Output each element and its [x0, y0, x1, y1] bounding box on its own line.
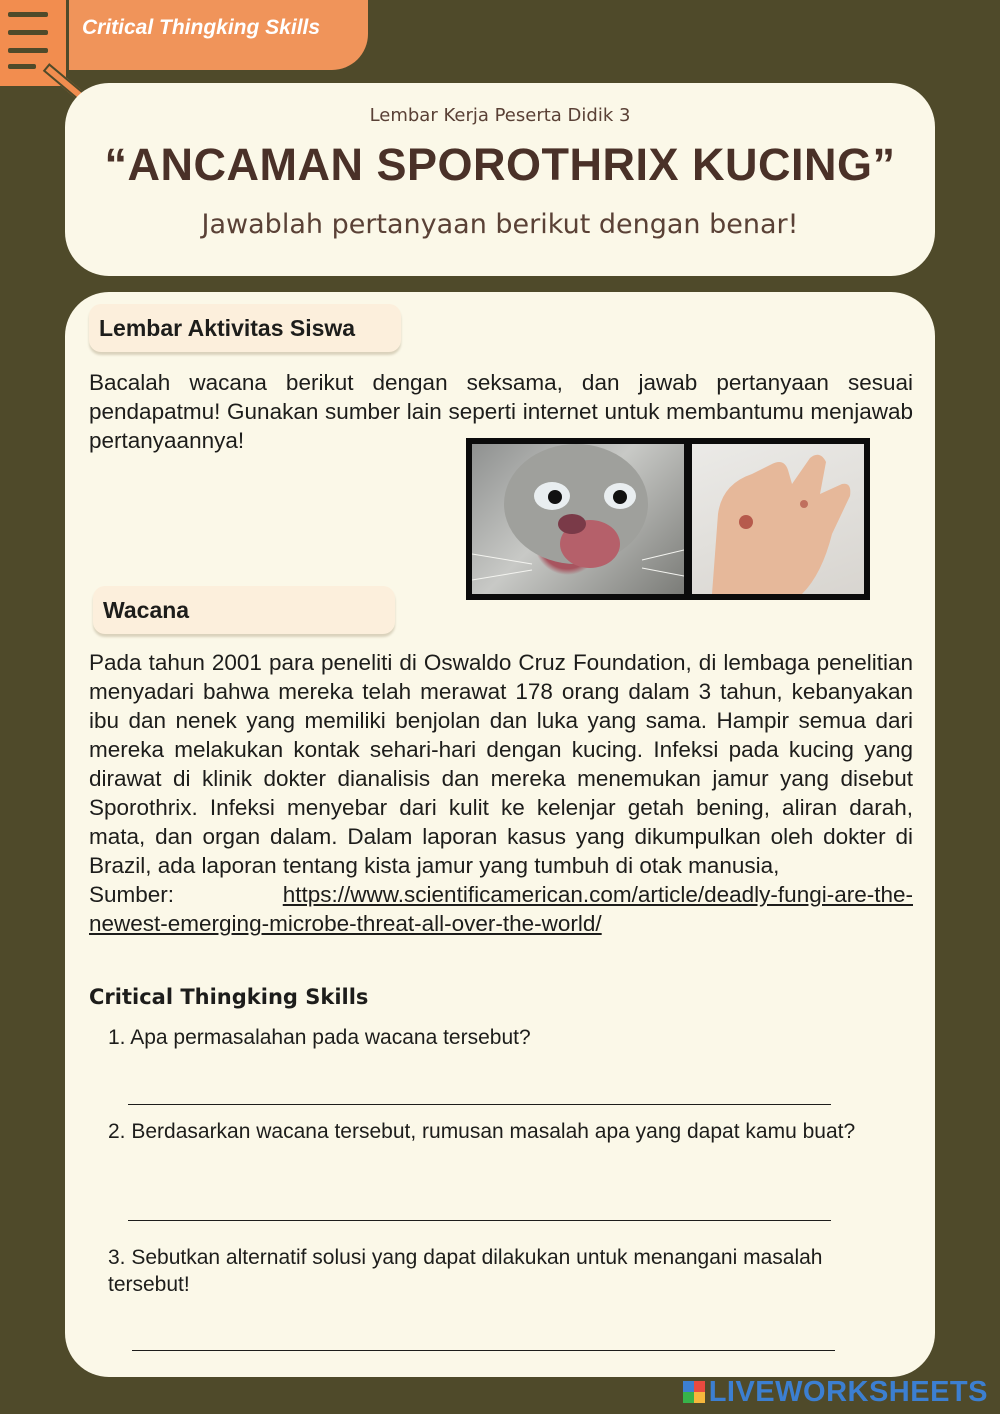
activity-heading-label: Lembar Aktivitas Siswa — [99, 315, 356, 341]
infected-hand-photo — [692, 444, 864, 594]
question-2: 2. Berdasarkan wacana tersebut, rumusan masalah apa yang dapat kamu buat? — [108, 1120, 856, 1143]
activity-heading — [89, 304, 401, 352]
worksheet-subtitle: Lembar Kerja Peserta Didik 3 — [369, 105, 631, 126]
answer-line-3[interactable] — [132, 1350, 835, 1351]
liveworksheets-watermark — [683, 1376, 988, 1409]
skills-heading: Critical Thingking Skills — [89, 985, 369, 1009]
reading-heading-label: Wacana — [103, 597, 190, 623]
infected-cat-photo — [472, 444, 684, 594]
question-3: 3. Sebutkan alternatif solusi yang dapat dilakukan untuk menangani masalah tersebut! — [108, 1246, 823, 1296]
content-card — [65, 292, 935, 1377]
source-link[interactable]: https://www.scientificamerican.com/article/deadly-fungi-are-the-newest-emerging-microbe-threat-all-over-the-world/ — [89, 882, 913, 936]
activity-instruction: Bacalah wacana berikut dengan seksama, dan jawab pertanyaan sesuai pendapatmu! Gunakan sumber lain seperti internet untuk membantumu menjawab pertanyaannya! — [89, 370, 913, 453]
liveworksheets-logo-icon — [683, 1381, 705, 1403]
sporothrix-image — [466, 438, 870, 600]
source-label: Sumber: — [89, 882, 175, 907]
question-1: 1. Apa permasalahan pada wacana tersebut? — [108, 1026, 531, 1049]
reading-passage — [89, 648, 913, 938]
tab-title: Critical Thingking Skills — [82, 16, 321, 39]
header-card — [65, 83, 935, 276]
watermark-text: LIVEWORKSHEETS — [708, 1376, 988, 1408]
reading-text: Pada tahun 2001 para peneliti di Oswaldo Cruz Foundation, di lembaga penelitian menyadari bahwa mereka telah merawat 178 orang dalam 3 tahun, kebanyakan ibu dan nenek yang memiliki benjolan dan luka yang sama. Hampir semua dari mereka melakukan kontak sehari-hari dengan kucing. Infeksi pada kucing yang dirawat di klinik dokter dianalisis dan mereka menemukan jamur yang disebut Sporothrix. Infeksi menyebar dari kulit ke kelenjar getah bening, aliran darah, mata, dan organ dalam. Dalam laporan kasus yang dikumpulkan oleh dokter di Brazil, ada laporan tentang kista jamur yang tumbuh di otak manusia, — [89, 650, 913, 878]
answer-line-1[interactable] — [128, 1104, 831, 1105]
reading-heading — [93, 586, 395, 634]
worksheet-instruction: Jawablah pertanyaan berikut dengan benar! — [201, 209, 799, 240]
answer-line-2[interactable] — [128, 1220, 831, 1221]
worksheet-title: “ANCAMAN SPOROTHRIX KUCING” — [104, 139, 896, 190]
